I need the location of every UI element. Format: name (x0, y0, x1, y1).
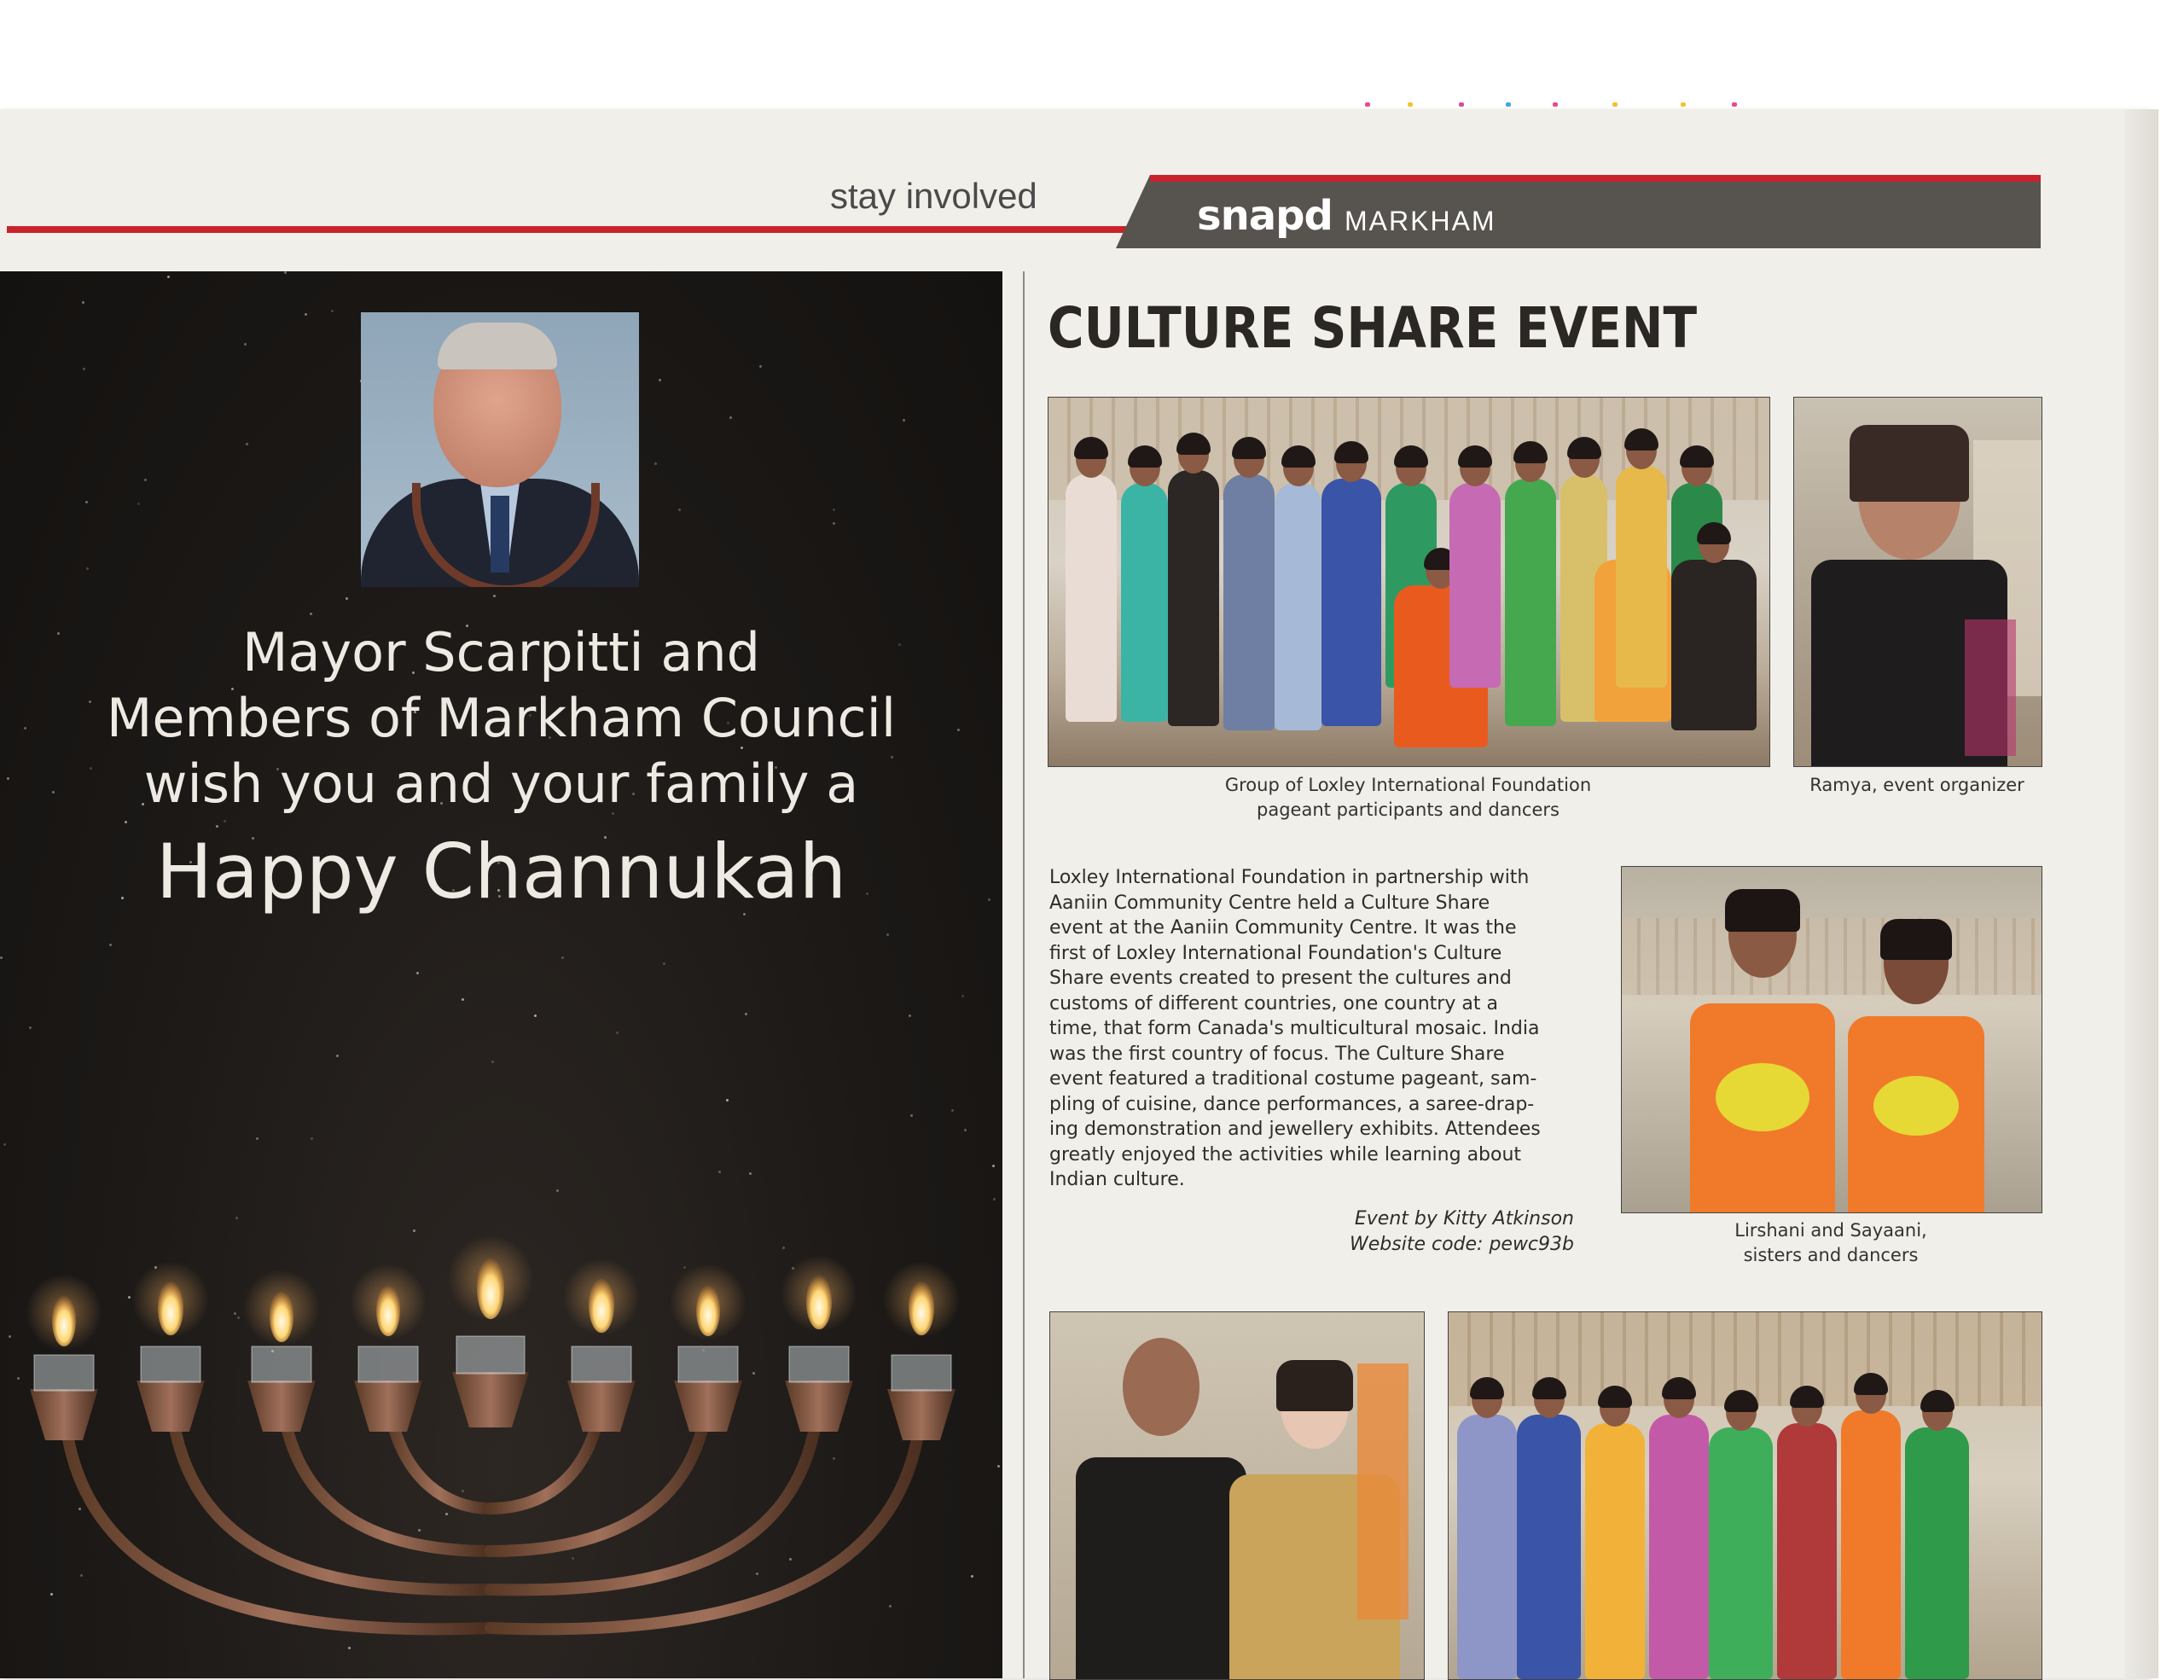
column-divider (1023, 271, 1025, 1678)
caption-line: Group of Loxley International Foundation (1224, 775, 1592, 795)
second-group-photo (1448, 1311, 2042, 1680)
article-body-line: pling of cuisine, dance performances, a saree-drap- (1049, 1093, 1535, 1115)
event-credit: Event by Kitty Atkinson (1354, 1208, 1574, 1229)
header-red-rule (7, 226, 1133, 233)
article-body-line: event at the Aaniin Community Centre. It was the (1049, 917, 1517, 939)
section-label: stay involved (830, 176, 1037, 216)
article-body-line: greatly enjoyed the activities while learning about (1049, 1143, 1522, 1166)
article-credit (1237, 1206, 1574, 1258)
website-code: Website code: pewc93b (1350, 1234, 1574, 1255)
mayor-portrait (361, 312, 639, 587)
article-body-line: Share events created to present the cultures and (1049, 968, 1512, 989)
group-photo-caption (1048, 773, 1769, 823)
article-body-line: ing demonstration and jewellery exhibits. Attendees (1049, 1119, 1541, 1140)
ad-headline-line-3: wish you and your family a (143, 753, 859, 815)
menorah-illustration (0, 954, 1002, 1678)
channukah-advertisement (0, 271, 1002, 1678)
header-red-top-rule (1150, 175, 2041, 182)
caption-line: pageant participants and dancers (1257, 799, 1560, 820)
article-title: CULTURE SHARE EVENT (1048, 295, 1698, 361)
caption-line: sisters and dancers (1743, 1245, 1919, 1265)
article-body-line: was the first country of focus. The Culture Share (1049, 1043, 1505, 1065)
page-edge (2124, 109, 2158, 1678)
ad-greeting: Happy Channukah (155, 828, 847, 916)
article-body-line: Indian culture. (1049, 1169, 1185, 1190)
article-body-line: customs of different countries, one country at a (1049, 992, 1498, 1014)
organizer-photo (1793, 397, 2042, 767)
article-body-line: event featured a traditional costume pageant, sam- (1049, 1068, 1537, 1090)
brand-logo: snapd (1197, 192, 1333, 240)
article-body (1049, 865, 1574, 1193)
article-body-line: first of Loxley International Foundation's Culture (1049, 942, 1502, 964)
sisters-photo (1621, 866, 2042, 1213)
caption-line: Lirshani and Sayaani, (1734, 1220, 1927, 1241)
article-body-line: Aaniin Community Centre held a Culture Share (1049, 892, 1490, 914)
ad-headline-line-1: Mayor Scarpitti and (241, 621, 760, 683)
ad-headline-line-2: Members of Markham Council (106, 687, 897, 749)
group-photo (1048, 397, 1770, 767)
organizer-caption: Ramya, event organizer (1809, 775, 2024, 795)
section-header (7, 175, 2041, 248)
couple-photo (1049, 1311, 1425, 1680)
brand-location: MARKHAM (1345, 206, 1496, 236)
article-body-line: Loxley International Foundation in partnership with (1049, 867, 1530, 888)
article-body-line: time, that form Canada's multicultural mosaic. India (1049, 1018, 1540, 1039)
print-registration-marks (1356, 102, 1766, 113)
sisters-caption (1621, 1218, 2041, 1268)
